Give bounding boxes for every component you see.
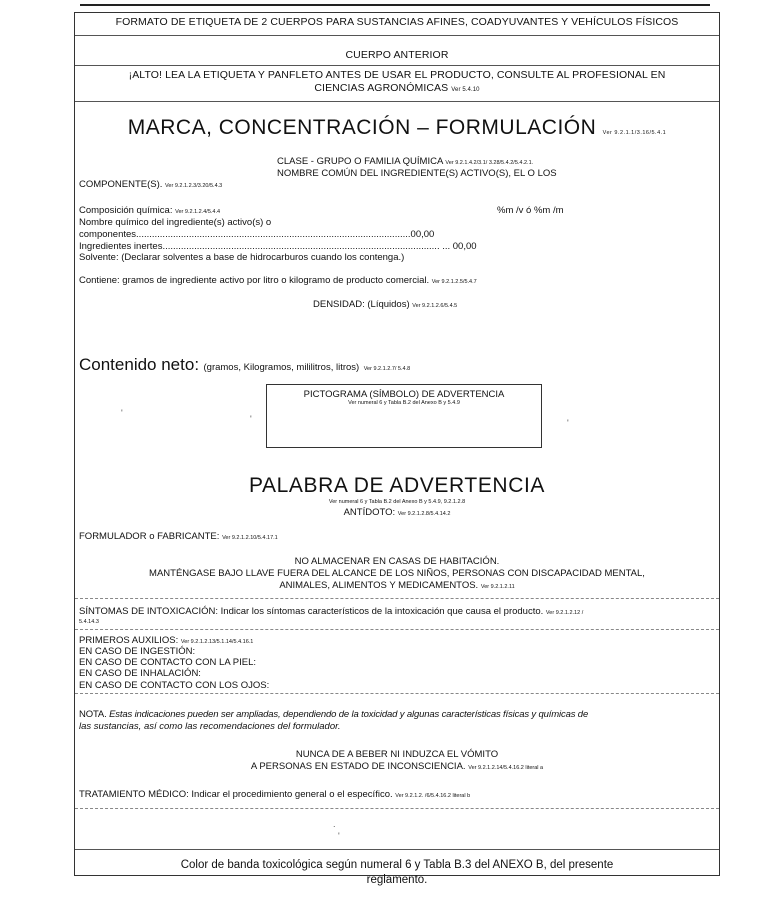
density: DENSIDAD: (Líquidos) Ver 9.2.1.2.6/5.4.5 — [313, 299, 458, 310]
divider — [75, 65, 719, 66]
class-ref: Ver 9.2.1.4.2/3.1/ 3.28/5.4.2/5.4.2.1. — [445, 160, 534, 166]
divider — [75, 598, 719, 599]
divider — [75, 629, 719, 630]
brand-ref: Ver 9.2.1.1/3.16/5.4.1 — [602, 130, 667, 136]
warning-word: PALABRA DE ADVERTENCIA — [248, 474, 546, 497]
section-title: CUERPO ANTERIOR — [345, 49, 449, 61]
first-aid-ref: Ver 9.2.1.2.13/5.1.14/5.4.16.1 — [180, 639, 254, 645]
manufacturer-ref: Ver 9.2.1.2.10/5.4.17.1 — [222, 535, 278, 541]
crop-mark: ' — [567, 418, 569, 428]
storage-line-1: NO ALMACENAR EN CASAS DE HABITACIÓN. — [294, 556, 500, 567]
warning-line-2: CIENCIAS AGRONÓMICAS Ver 5.4.10 — [314, 82, 480, 94]
warning-word-ref: Ver numeral 6 y Tabla B.2 del Anexo B y 5.4.9, 9.2.1.2.8 — [328, 499, 466, 505]
crop-mark: ' — [250, 414, 252, 424]
toxicology-band-note — [75, 858, 719, 888]
footer-line-1: Color de banda toxicológica según numeral 6 y Tabla B.3 del ANEXO B, del presente — [180, 859, 614, 871]
net-content-detail: (gramos, Kilogramos, mililitros, litros) — [203, 362, 360, 373]
first-aid-item: EN CASO DE INGESTIÓN: — [79, 646, 196, 657]
antidote-ref: Ver 9.2.1.2.8/5.4.14.2 — [397, 511, 451, 517]
divider — [75, 35, 719, 36]
composition-ref: Ver 9.2.1.2.4/5.4.4 — [175, 209, 221, 215]
contains-ref: Ver 9.2.1.2.5/5.4.7 — [431, 279, 477, 285]
top-rule — [80, 4, 710, 6]
components: COMPONENTE(S). Ver 9.2.1.2.3/3.20/5.4.3 — [79, 179, 223, 190]
inert-ingredients: Ingredientes inertes......................................................................................................... ... 00,00 — [79, 241, 477, 252]
storage-line-3: ANIMALES, ALIMENTOS Y MEDICAMENTOS. Ver 9.2.1.2.11 — [279, 580, 515, 591]
components-ref: Ver 9.2.1.2.3/3.20/5.4.3 — [165, 183, 223, 189]
divider — [75, 101, 719, 102]
pictogram-title: PICTOGRAMA (SÍMBOLO) DE ADVERTENCIA — [303, 389, 505, 400]
storage-line-2: MANTÉNGASE BAJO LLAVE FUERA DEL ALCANCE DE LOS NIÑOS, PERSONAS CON DISCAPACIDAD MENTAL, — [149, 568, 645, 579]
vomit-line-1: NUNCA DE A BEBER NI INDUZCA EL VÓMITO — [295, 749, 499, 760]
density-ref: Ver 9.2.1.2.6/5.4.5 — [412, 303, 458, 309]
active-ingredient-line-2: componentes........................................................................................................00,00 — [79, 229, 435, 240]
format-title: FORMATO DE ETIQUETA DE 2 CUERPOS PARA SUSTANCIAS AFINES, COADYUVANTES Y VEHÍCULOS FÍSICOS — [115, 16, 679, 28]
label-frame — [74, 12, 720, 886]
first-aid-item: EN CASO DE INHALACIÓN: — [79, 668, 201, 679]
vomit-line-2: A PERSONAS EN ESTADO DE INCONSCIENCIA. Ver 9.2.1.2.14/5.4.16.2 literal a — [250, 761, 544, 772]
symptoms: SÍNTOMAS DE INTOXICACIÓN: Indicar los síntomas característicos de la intoxicación que causa el producto. Ver 9.2.1.2.12 / — [79, 606, 584, 617]
first-aid-item: EN CASO DE CONTACTO CON LA PIEL: — [79, 657, 257, 668]
warning-ref: Ver 5.4.10 — [451, 87, 480, 93]
first-aid-item: EN CASO DE CONTACTO CON LOS OJOS: — [79, 680, 270, 691]
footer-line-2: reglamento. — [366, 874, 428, 886]
common-name: NOMBRE COMÚN DEL INGREDIENTE(S) ACTIVO(S), EL O LOS — [277, 168, 557, 179]
antidote: ANTÍDOTO: Ver 9.2.1.2.8/5.4.14.2 — [343, 507, 451, 518]
composition-label: Composición química: Ver 9.2.1.2.4/5.4.4 — [79, 205, 221, 216]
symptoms-ref-2: 5.4.14.3 — [79, 619, 99, 625]
contains-text: Contiene: gramos de ingrediente activo por litro o kilogramo de producto comercial. Ver 9.2.1.2.5/5.4.7 — [79, 275, 477, 286]
crop-mark: . — [333, 819, 336, 829]
solvent-note: Solvente: (Declarar solventes a base de hidrocarburos cuando los contenga.) — [79, 252, 405, 263]
crop-mark: ' — [338, 831, 340, 841]
net-content-ref: Ver 9.2.1.2.7/ 5.4.8 — [363, 366, 411, 372]
treatment-ref: Ver 9.2.1.2. /6/5.4.16.2 literal b — [395, 793, 471, 799]
divider — [75, 808, 719, 809]
warning-line-1: ¡ALTO! LEA LA ETIQUETA Y PANFLETO ANTES DE USAR EL PRODUCTO, CONSULTE AL PROFESIONAL EN — [128, 69, 666, 81]
note-line-1: NOTA. Estas indicaciones pueden ser ampliadas, dependiendo de la toxicidad y algunas características físicas y químicas de — [79, 709, 589, 720]
vomit-ref: Ver 9.2.1.2.14/5.4.16.2 literal a — [468, 765, 544, 771]
composition-unit: %m /v ó %m /m — [497, 205, 564, 216]
class-group: CLASE - GRUPO O FAMILIA QUÍMICA Ver 9.2.1.4.2/3.1/ 3.28/5.4.2/5.4.2.1. — [277, 156, 534, 167]
first-aid-label: PRIMEROS AUXILIOS: Ver 9.2.1.2.13/5.1.14/5.4.16.1 — [79, 635, 254, 646]
active-ingredient-line-1: Nombre químico del ingrediente(s) activo(s) o — [79, 217, 272, 228]
manufacturer: FORMULADOR o FABRICANTE: Ver 9.2.1.2.10/5.4.17.1 — [79, 531, 278, 542]
crop-mark: ' — [121, 408, 123, 418]
medical-treatment: TRATAMIENTO MÉDICO: Indicar el procedimiento general o el específico. Ver 9.2.1.2. /6/5.4.16.2 literal b — [79, 789, 471, 800]
symptoms-ref: Ver 9.2.1.2.12 / — [545, 610, 584, 616]
note-line-2: las sustancias, así como las recomendaciones del formulador. — [79, 721, 341, 732]
brand-title: MARCA, CONCENTRACIÓN – FORMULACIÓN Ver 9.2.1.1/3.16/5.4.1 — [127, 116, 667, 139]
pictogram-ref: Ver numeral 6 y Tabla B.2 del Anexo B y 5.4.9 — [348, 400, 460, 406]
divider — [75, 849, 719, 850]
storage-ref: Ver 9.2.1.2.11 — [480, 584, 515, 590]
pictogram-box — [266, 384, 542, 448]
net-content: Contenido neto: (gramos, Kilogramos, mililitros, litros) Ver 9.2.1.2.7/ 5.4.8 — [79, 355, 411, 374]
divider — [75, 693, 719, 694]
